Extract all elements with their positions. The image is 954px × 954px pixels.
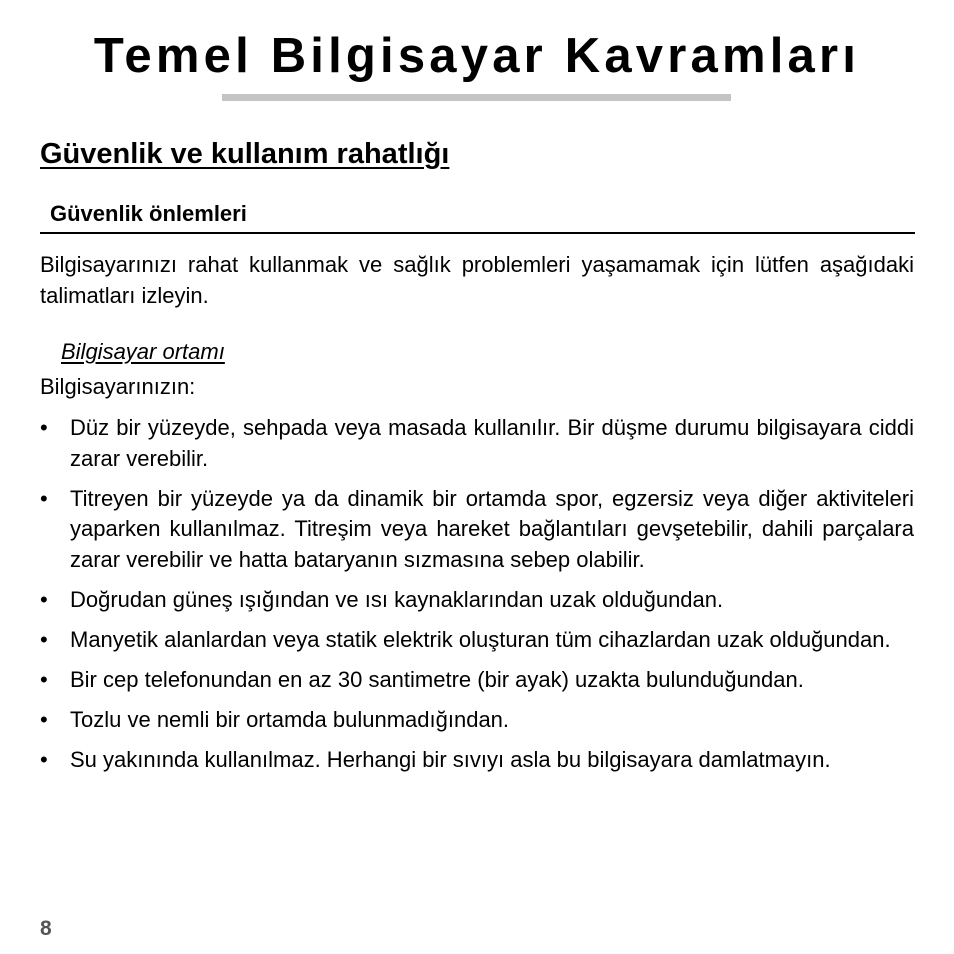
- list-item: [40, 625, 914, 656]
- list-item: [40, 665, 914, 696]
- list-item-text: Su yakınında kullanılmaz. Herhangi bir sıvıyı asla bu bilgisayara damlatmayın.: [70, 746, 831, 772]
- bullet-icon: •: [40, 626, 48, 652]
- list-item-text: Titreyen bir yüzeyde ya da dinamik bir ortamda spor, egzersiz veya diğer aktiviteleri yaparken kullanılmaz. Titreşim veya hareket bağlantıları gevşetebilir, dahili parçalara zarar verebilir ve hatta bataryanın sızmasına sebep olabilir.: [70, 485, 914, 572]
- list-item-text: Düz bir yüzeyde, sehpada veya masada kullanılır. Bir düşme durumu bilgisayara ciddi zarar verebilir.: [70, 415, 914, 471]
- list-item: [40, 484, 914, 576]
- section-heading: Güvenlik ve kullanım rahatlığı: [40, 138, 450, 170]
- bullet-icon: •: [40, 706, 48, 732]
- subsection-rule: [40, 232, 915, 234]
- environment-list: [40, 413, 914, 785]
- list-item-text: Doğrudan güneş ışığından ve ısı kaynaklarından uzak olduğundan.: [70, 586, 724, 612]
- bullet-icon: •: [40, 485, 48, 511]
- bullet-icon: •: [40, 415, 48, 440]
- title-underline-bar: [222, 94, 731, 101]
- intro-paragraph: Bilgisayarınızı rahat kullanmak ve sağlık problemleri yaşamamak için lütfen aşağıdaki talimatları izleyin.: [40, 252, 914, 308]
- subsection-heading: Güvenlik önlemleri: [50, 201, 247, 226]
- list-item-text: Manyetik alanlardan veya statik elektrik oluşturan tüm cihazlardan uzak olduğundan.: [70, 626, 891, 652]
- bullet-icon: •: [40, 746, 48, 772]
- list-item-text: Tozlu ve nemli bir ortamda bulunmadığından.: [70, 706, 510, 732]
- page-number: 8: [40, 917, 52, 940]
- bullet-icon: •: [40, 666, 48, 692]
- list-item: [40, 413, 914, 474]
- list-item: [40, 705, 914, 736]
- environment-lead: Bilgisayarınızın:: [40, 374, 196, 399]
- list-item-text: Bir cep telefonundan en az 30 santimetre (bir ayak) uzakta bulunduğundan.: [70, 666, 804, 692]
- environment-heading: Bilgisayar ortamı: [61, 339, 225, 364]
- list-item: [40, 585, 914, 616]
- bullet-icon: •: [40, 586, 48, 612]
- page-title: Temel Bilgisayar Kavramları: [93, 29, 861, 83]
- list-item: [40, 745, 914, 776]
